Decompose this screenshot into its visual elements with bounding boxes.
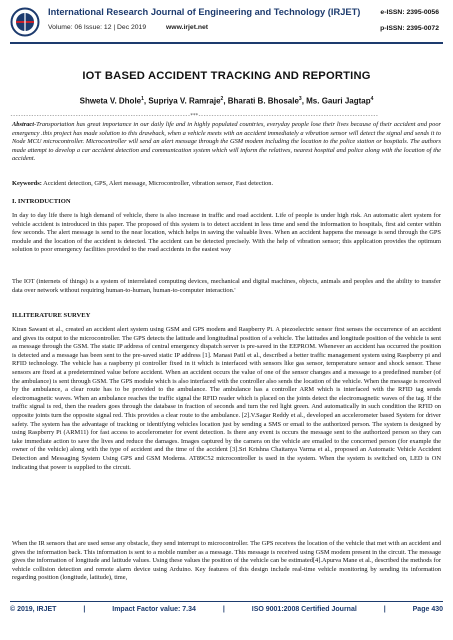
author-name: Shweta V. Dhole	[79, 96, 142, 106]
eissn: e-ISSN: 2395-0056	[380, 9, 439, 16]
volume-line	[48, 24, 208, 31]
footer-divider: |	[222, 606, 225, 613]
author-name: Ms. Gauri Jagtap	[306, 96, 371, 106]
paper-title: IOT BASED ACCIDENT TRACKING AND REPORTING	[82, 70, 371, 82]
author-sup: 1	[141, 96, 144, 102]
author-list: Shweta V. Dhole$^1$, Supriya V. Ramraje$^2$, Bharati B. Bhosale$^3$, Ms. Gauri Jagtap$^4$	[79, 96, 374, 106]
separator-line: ---------------------------------------------------------------------***---------------------------------------------------------------------	[10, 113, 379, 119]
journal-name: International Research Journal of Engineering and Technology (IRJET)	[48, 7, 361, 17]
pissn: p-ISSN: 2395-0072	[380, 25, 439, 32]
footer-rule	[10, 601, 443, 602]
author-name: Bharati B. Bhosale	[227, 96, 299, 106]
footer-iso: ISO 9001:2008 Certified Journal	[251, 606, 357, 613]
intro-paragraph-1: In day to day life there is high demand of vehicle, there is also increase in traffic and road accident. Life of people is under high risk. An automatic alert system for vehicle accident is introduced in this paper. The proposed of this system is to detect accident in less time and send the information to hospitals, first aid center within few seconds. The alert message is send to the near location, which helps in saving the valuable lives. When an accident happens the message is send through the GPS module and the location of the accident is detected. The accident can be detected precisely. With the help of vibration sensor; this application provides the optimum solution to poor emergency facilities provided to the road accidents in the easiest way	[12, 212, 441, 254]
journal-header	[10, 4, 443, 40]
section-heading-introduction: I. INTRODUCTION	[12, 198, 71, 205]
footer-copyright: © 2019, IRJET	[10, 606, 57, 613]
footer-divider: |	[83, 606, 86, 613]
intro-paragraph-2: The IOT (internets of things) is a system of interrelated computing devices, mechanical and digital machines, objects, animals and peoples and the ability to transfer data over network without requiring human-to-human, human-to-computer interaction.'	[12, 278, 441, 294]
literature-paragraph-2: When the IR sensors that are used sense any obstacle, they send interrupt to microcontroller. The GPS receives the location of the vehicle that met with an accident and gives the information back. This information is sent to a mobile number as a message. This message is received using GSM modem present in the circuit. The message gives the information of longitude and latitude values. Using these values the position of the vehicle can be estimated[4].Apurva Mane et al., described the methods for vehicle collision detection and remote alarm device using Arduino. Key features of this design include real-time vehicle monitoring by sending its information regarding position (longitude, latitude), time,	[12, 540, 441, 582]
footer-impact-factor: Impact Factor value: 7.34	[112, 606, 196, 613]
footer-page-number: Page 430	[412, 606, 443, 613]
author-sup: 4	[370, 96, 374, 102]
abstract-label: Abstract	[12, 121, 35, 128]
literature-paragraph-1: Kiran Sawant et al., created an accident alert system using GSM and GPS modem and Raspberry Pi. A piezoelectric sensor first senses the occurrence of an accident and gives its output to the microcontroller. The GPS detects the latitude and longitudinal position of a vehicle. The latitudes and longitude position of the vehicle is sent as message through the GSM. The static IP address of central emergency dispatch server is pre-saved in the EEPROM. Whenever an accident has occurred the position is detected and a message has been sent to the pre-saved static IP address [1]. Manasi Patil et al., described a better traffic management system using Raspberry pi and RFID technology. The vehicle has a raspberry pi controller fixed in it which is interfaced with sensors like gas sensor, temperature sensor and shock sensor. These sensors are fixed at a predetermined value before accident. When an accident occurs the value of one of the sensor changes and a message to a predefined number (of the ambulance) is sent through GSM. The GPS module which is also interfaced with the controller also sends the location of the vehicle. When the message is received by the ambulance, a clear route has to be provided to the ambulance. The ambulance has a controller ARM which is interfaced with the RFID tag sends electromagnetic waves. When an ambulance reaches the traffic signal the RFID reader which is placed on the joints detect the electromagnetic waves of the tag. If the traffic signal is red, then the readers goes through the database in fraction of seconds and turn the red light green. And automatically in such condition the RFID on opposite joints turn the opposite signal red. This provides a clear route to the ambulance. [2].V.Sagar Reddy et al., developed an accelerometer based System for driver safety. The system has the advantage of tracking or identifying vehicles location just by sending a SMS or email to the authorized person. The system is designed by using Raspberry Pi (ARM11) for fast access to accelerometer for event detection. Is there any event is occurs the message sent to the authorized person so they can take immediate action to save the lives and reduce the damages. Images captured by the camera on the vehicle are emailed to the concerned person (for example the owner of the vehicle) along with the type of accident and the time of the accident [3].Sri Krishna Chaitanya Varma et al., proposed an Automatic Vehicle Accident Detection and Messaging System Using GPS and GSM Modems. AT89C52 microcontroller is used in the system. When the system is switched on, LED is ON indicating that power is supplied to the circuit.	[12, 326, 441, 471]
journal-website: www.irjet.net	[166, 24, 209, 31]
keywords-label: Keywords:	[12, 180, 42, 187]
keywords	[12, 180, 441, 189]
header-rule	[10, 42, 443, 44]
footer-divider: |	[383, 606, 386, 613]
abstract-text: -Transportation has great importance in our daily life and in highly populated countries, everyday people lose their lives because of their accident and poor emergency .this project has made solution to this drawback, when a vehicle meets with an accident immediately a vibration sensor will detect the signal and sends it to Node MCU microcontroller. Microcontroller will send an alert message through the GSM modem including the location to the police station or hospitals. The authors made attempt to develop a car accident detection and communication system which will inform the relatives, nearest hospital and police along with the location of the accident.	[12, 121, 441, 163]
section-heading-literature-survey: II.LITERATURE SURVEY	[12, 312, 91, 319]
author-sup: 3	[298, 96, 302, 102]
page-footer	[10, 606, 443, 613]
author-name: Supriya V. Ramraje	[148, 96, 221, 106]
keywords-text: Accident detection, GPS, Alert message, Microcontroller, vibration sensor, Fast detection.	[41, 180, 274, 187]
volume-issue: Volume: 06 Issue: 12 | Dec 2019	[48, 24, 147, 31]
irjet-logo-icon	[10, 7, 40, 37]
author-sup: 2	[220, 96, 224, 102]
abstract	[12, 121, 441, 164]
